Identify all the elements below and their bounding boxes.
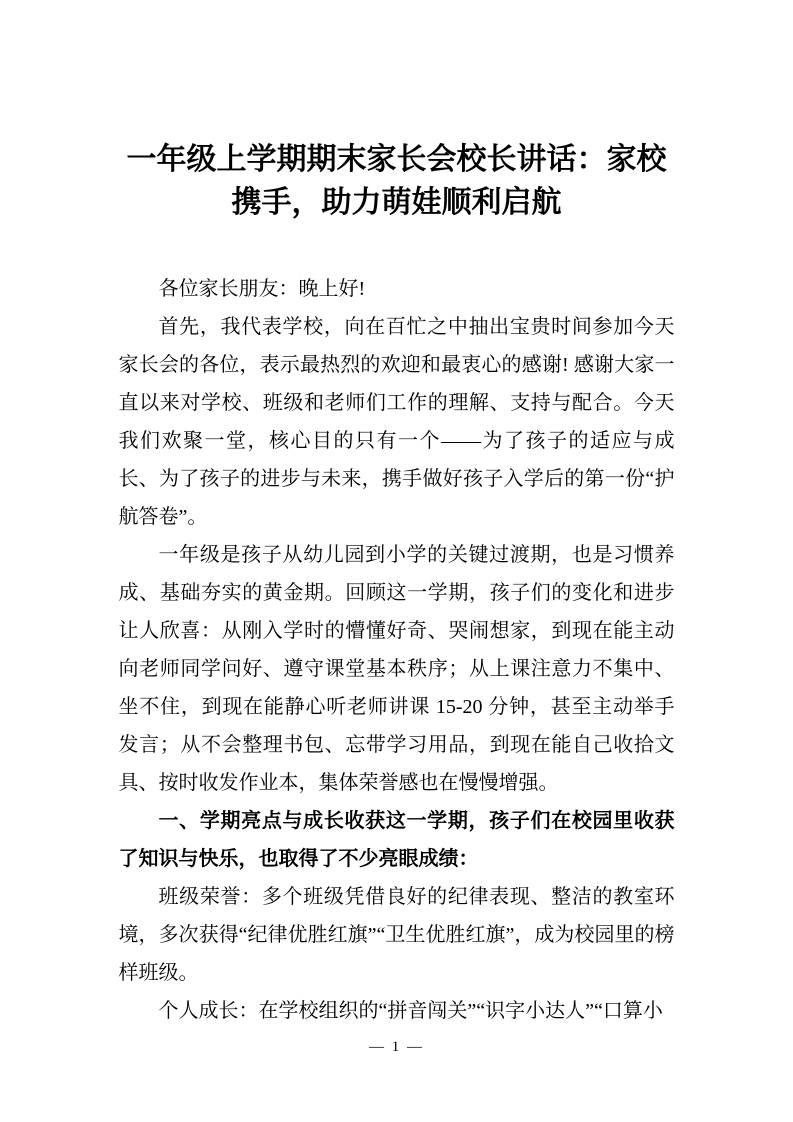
paragraph-section-one-heading: 一、学期亮点与成长收获这一学期，孩子们在校园里收获了知识与快乐，也取得了不少亮眼成绩： xyxy=(118,810,675,870)
page-number: — 1 — xyxy=(369,1039,424,1055)
paragraph-greeting: 各位家长朋友：晚上好! xyxy=(158,278,366,300)
document-body xyxy=(119,270,675,1030)
paragraph-class-honors: 班级荣誉：多个班级凭借良好的纪律表现、整洁的教室环境，多次获得“纪律优胜红旗”“卫生优胜红旗”，成为校园里的榜样班级。 xyxy=(118,886,675,984)
document-title: 一年级上学期期末家长会校长讲话：家校携手，助力萌娃顺利启航 xyxy=(126,143,667,219)
paragraph-personal-growth: 个人成长：在学校组织的“拼音闯关”“识字小达人”“口算小 xyxy=(158,1000,663,1022)
document-content xyxy=(119,0,675,1030)
paragraph-welcome-thanks: 首先，我代表学校，向在百忙之中抽出宝贵时间参加今天家长会的各位，表示最热烈的欢迎和最衷心的感谢! 感谢大家一直以来对学校、班级和老师们工作的理解、支持与配合。今天我们欢聚一堂，核心目的只有一个——为了孩子的适应与成长、为了孩子的进步与未来，携手做好孩子入学后的第一份“护航答卷”。 xyxy=(118,316,675,528)
paragraph-semester-review: 一年级是孩子从幼儿园到小学的关键过渡期，也是习惯养成、基础夯实的黄金期。回顾这一学期，孩子们的变化和进步让人欣喜：从刚入学时的懵懂好奇、哭闹想家，到现在能主动向老师同学问好、遵守课堂基本秩序；从上课注意力不集中、坐不住，到现在能静心听老师讲课 15-20 分钟，甚至主动举手发言；从不会整理书包、忘带学习用品，到现在能自己收拾文具、按时收发作业本，集体荣誉感也在慢慢增强。 xyxy=(118,544,675,794)
